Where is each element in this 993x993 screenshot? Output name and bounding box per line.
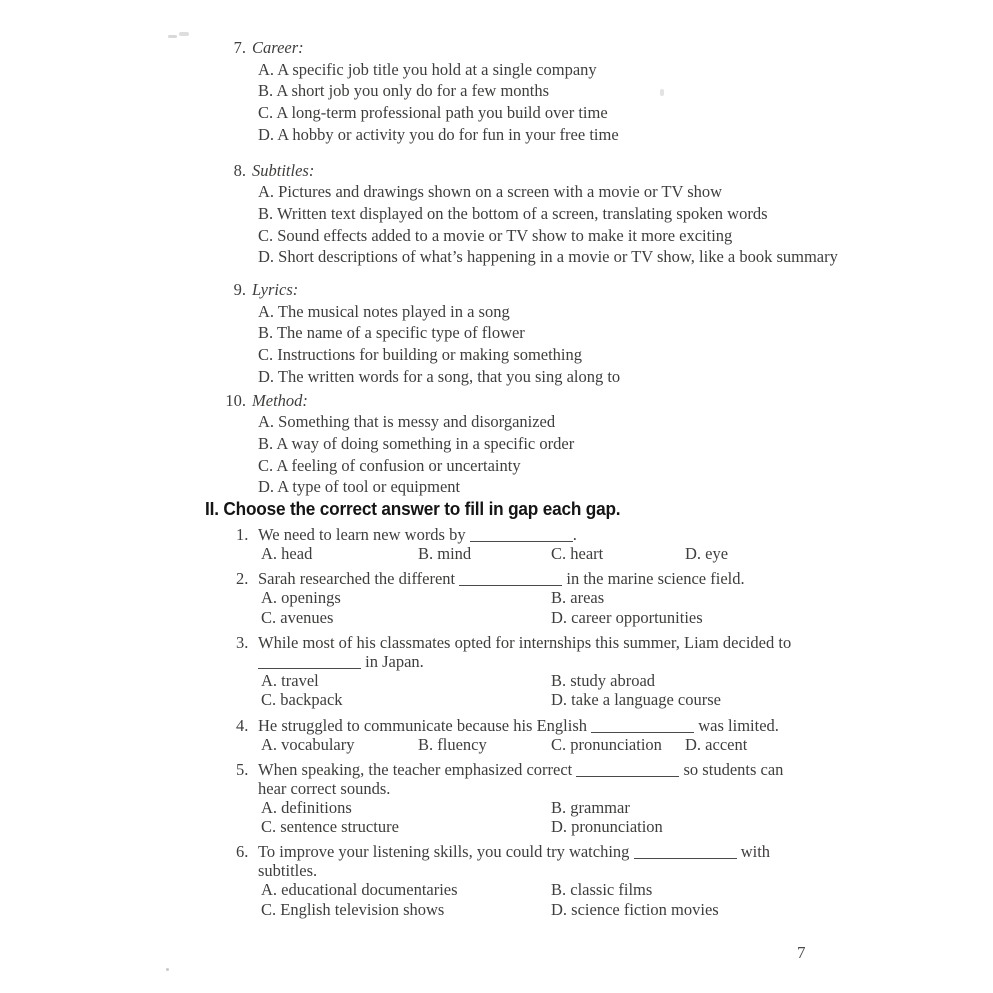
section-2-heading: II. Choose the correct answer to fill in gap each gap. xyxy=(205,498,621,520)
option: D. science fiction movies xyxy=(551,899,719,919)
question-heading xyxy=(225,390,905,412)
option: A. educational documentaries xyxy=(261,880,458,900)
option: C. heart xyxy=(551,544,604,564)
question-number: 1. xyxy=(236,525,249,545)
stem-text: subtitles. xyxy=(258,861,318,881)
scan-smudge xyxy=(166,968,169,971)
option: D. A type of tool or equipment xyxy=(258,477,461,497)
stem-line xyxy=(258,779,905,798)
option: C. A feeling of confusion or uncertainty xyxy=(258,455,521,475)
question-stem xyxy=(258,842,905,880)
stem-text: with xyxy=(736,842,771,862)
question-stem xyxy=(258,633,905,671)
answer-blank xyxy=(258,667,361,669)
question-number: 5. xyxy=(236,759,249,779)
question-number: 10. xyxy=(225,390,246,410)
question-body xyxy=(258,525,905,563)
stem-text: We need to learn new words by xyxy=(258,525,470,545)
stem-line xyxy=(258,842,905,861)
option: D. eye xyxy=(685,544,729,564)
part2-questions xyxy=(205,525,905,919)
option: C. sentence structure xyxy=(261,817,399,837)
definition-question xyxy=(225,279,905,388)
option: D. Short descriptions of what’s happening in a movie or TV show, like a book summary xyxy=(258,247,838,267)
options-grid xyxy=(258,798,905,837)
stem-text: was limited. xyxy=(694,715,779,735)
gap-question xyxy=(236,760,905,837)
option: B. study abroad xyxy=(551,670,656,690)
option: C. avenues xyxy=(261,607,334,627)
question-term: Career: xyxy=(252,38,304,57)
stem-text: To improve your listening skills, you could try watching xyxy=(258,842,634,862)
option: A. Something that is messy and disorganized xyxy=(258,412,556,432)
option: C. backpack xyxy=(261,690,343,710)
stem-text: in the marine science field. xyxy=(562,569,745,589)
question-term: Method: xyxy=(252,390,308,410)
option: B. mind xyxy=(418,544,472,564)
option: B. A short job you only do for a few months xyxy=(258,81,550,101)
option: A. A specific job title you hold at a single company xyxy=(258,59,597,79)
stem-line xyxy=(258,525,905,544)
option: A. definitions xyxy=(261,797,352,817)
answer-blank xyxy=(459,584,562,586)
question-body xyxy=(258,716,905,754)
option: A. head xyxy=(261,544,313,564)
question-term: Lyrics: xyxy=(252,280,299,300)
stem-line xyxy=(258,569,905,588)
option: D. A hobby or activity you do for fun in your free time xyxy=(258,124,619,144)
question-heading xyxy=(225,160,905,182)
stem-text: so students can xyxy=(679,759,784,779)
definition-question xyxy=(225,37,905,146)
stem-text: Sarah researched the different xyxy=(258,569,460,589)
question-heading xyxy=(225,279,905,301)
option: B. grammar xyxy=(551,797,630,817)
option: C. Sound effects added to a movie or TV show to make it more exciting xyxy=(258,225,733,245)
question-term: Subtitles: xyxy=(252,160,315,180)
options-list xyxy=(258,411,883,498)
question-number: 4. xyxy=(236,715,249,735)
worksheet-page xyxy=(205,37,905,919)
stem-text: . xyxy=(572,525,577,545)
answer-blank xyxy=(591,731,694,733)
question-number: 9. xyxy=(233,280,246,300)
option: C. Instructions for building or making something xyxy=(258,345,583,365)
stem-line xyxy=(258,633,905,652)
definition-question xyxy=(225,390,905,499)
answer-blank xyxy=(470,540,573,542)
option: A. The musical notes played in a song xyxy=(258,301,510,321)
scan-smudge xyxy=(168,35,177,38)
question-stem xyxy=(258,569,905,588)
options-grid xyxy=(258,880,905,919)
gap-question xyxy=(236,633,905,710)
option: A. travel xyxy=(261,670,319,690)
question-number: 3. xyxy=(236,632,249,652)
page-number: 7 xyxy=(797,943,806,962)
option: C. A long-term professional path you build over time xyxy=(258,103,608,123)
gap-question xyxy=(236,716,905,754)
answer-blank xyxy=(634,857,737,859)
options-grid xyxy=(258,671,905,710)
stem-text: in Japan. xyxy=(361,651,424,671)
options-list xyxy=(258,181,883,268)
option: D. The written words for a song, that you sing along to xyxy=(258,366,621,386)
option: C. English television shows xyxy=(261,899,445,919)
question-number: 6. xyxy=(236,842,249,862)
option: A. vocabulary xyxy=(261,734,355,754)
gap-question xyxy=(236,525,905,563)
definition-question xyxy=(225,160,905,269)
question-number: 8. xyxy=(233,160,246,180)
question-stem xyxy=(258,716,905,735)
option: B. fluency xyxy=(418,734,487,754)
option: D. take a language course xyxy=(551,690,721,710)
stem-text: He struggled to communicate because his English xyxy=(258,715,592,735)
option: B. classic films xyxy=(551,880,653,900)
question-body xyxy=(258,842,905,919)
stem-text: While most of his classmates opted for internships this summer, Liam decided to xyxy=(258,632,792,652)
options-grid xyxy=(258,588,905,627)
scan-smudge xyxy=(179,32,189,36)
question-number: 2. xyxy=(236,569,249,589)
stem-text: When speaking, the teacher emphasized correct xyxy=(258,759,577,779)
scan-smudge xyxy=(660,89,664,96)
option: A. openings xyxy=(261,588,341,608)
question-body xyxy=(258,760,905,837)
question-body xyxy=(258,569,905,627)
stem-line xyxy=(258,760,905,779)
option: C. pronunciation xyxy=(551,734,662,754)
options-grid xyxy=(258,544,905,563)
option: A. Pictures and drawings shown on a screen with a movie or TV show xyxy=(258,182,723,202)
gap-question xyxy=(236,569,905,627)
option: B. areas xyxy=(551,588,605,608)
option: B. Written text displayed on the bottom of a screen, translating spoken words xyxy=(258,203,768,223)
option: B. The name of a specific type of flower xyxy=(258,323,525,343)
option: D. pronunciation xyxy=(551,817,663,837)
question-stem xyxy=(258,760,905,798)
option: B. A way of doing something in a specific order xyxy=(258,433,575,453)
options-list xyxy=(258,59,883,146)
option: D. career opportunities xyxy=(551,607,703,627)
question-number: 7. xyxy=(233,38,246,57)
stem-text: hear correct sounds. xyxy=(258,778,391,798)
answer-blank xyxy=(576,775,679,777)
option: D. accent xyxy=(685,734,748,754)
options-list xyxy=(258,301,883,388)
options-grid xyxy=(258,735,905,754)
question-heading xyxy=(225,37,905,59)
stem-line xyxy=(258,861,905,880)
stem-line xyxy=(258,716,905,735)
part1-questions xyxy=(205,37,905,498)
gap-question xyxy=(236,842,905,919)
stem-line xyxy=(258,652,905,671)
question-body xyxy=(258,633,905,710)
question-stem xyxy=(258,525,905,544)
